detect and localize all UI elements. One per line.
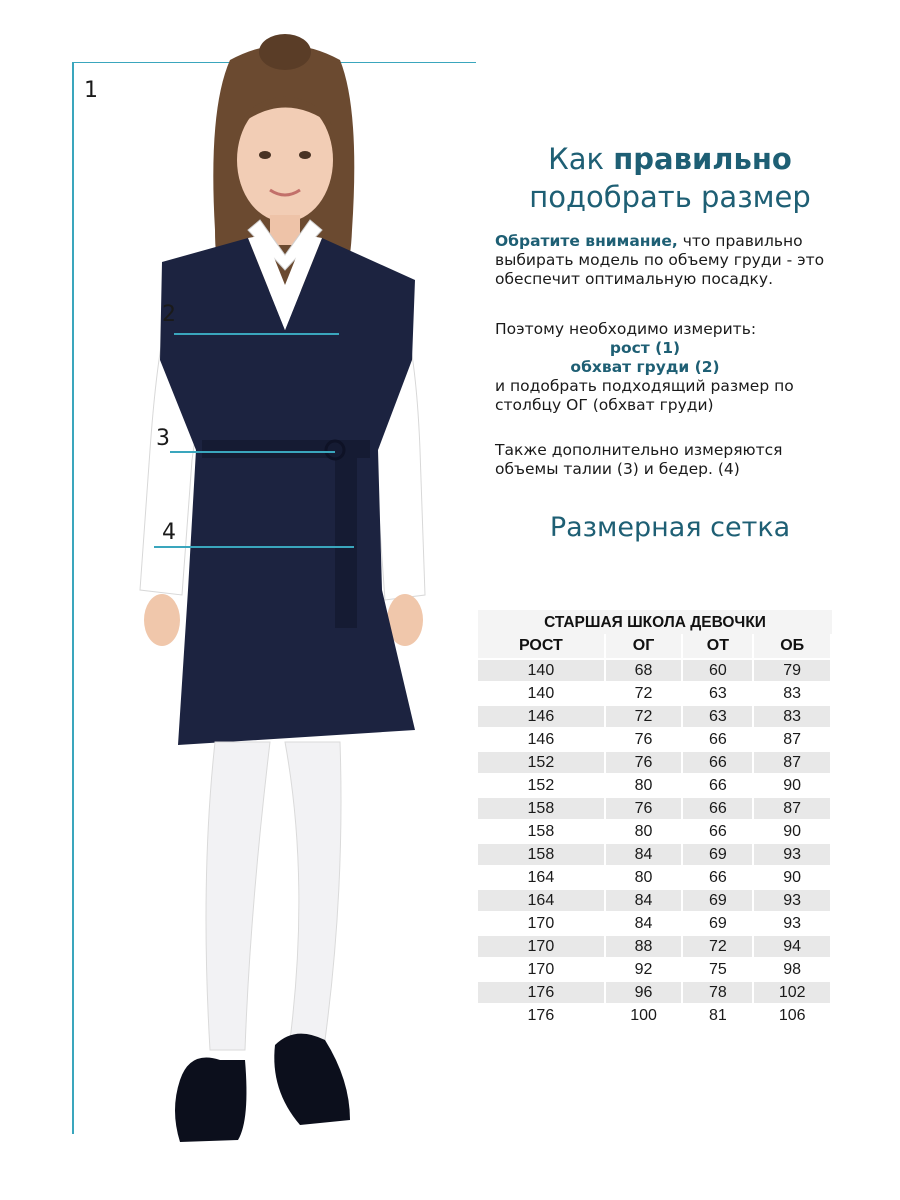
- cell-waist: 66: [682, 774, 753, 797]
- table-row: [478, 912, 831, 935]
- cell-hips: 106: [753, 1004, 831, 1026]
- cell-waist: 69: [682, 843, 753, 866]
- cell-hips: 90: [753, 820, 831, 843]
- cell-chest: 76: [605, 728, 683, 751]
- size-table-caption: СТАРШАЯ ШКОЛА ДЕВОЧКИ: [478, 610, 832, 634]
- cell-height: 140: [478, 659, 605, 682]
- cell-hips: 87: [753, 797, 831, 820]
- table-row: [478, 866, 831, 889]
- cell-height: 164: [478, 889, 605, 912]
- table-row: [478, 659, 831, 682]
- marker-4-hips: 4: [162, 520, 176, 545]
- cell-waist: 63: [682, 705, 753, 728]
- cell-waist: 78: [682, 981, 753, 1004]
- cell-height: 158: [478, 843, 605, 866]
- chest-measure-line: [174, 333, 339, 335]
- table-row: [478, 958, 831, 981]
- cell-hips: 79: [753, 659, 831, 682]
- cell-waist: 69: [682, 912, 753, 935]
- table-row: [478, 797, 831, 820]
- cell-height: 170: [478, 912, 605, 935]
- cell-height: 140: [478, 682, 605, 705]
- cell-hips: 87: [753, 728, 831, 751]
- cell-chest: 72: [605, 705, 683, 728]
- cell-waist: 66: [682, 797, 753, 820]
- heading-line1-plain: Как: [548, 142, 614, 176]
- cell-height: 158: [478, 820, 605, 843]
- cell-hips: 98: [753, 958, 831, 981]
- table-row: [478, 935, 831, 958]
- cell-chest: 84: [605, 889, 683, 912]
- measure-lead: Поэтому необходимо измерить:: [495, 320, 757, 338]
- cell-height: 176: [478, 981, 605, 1004]
- table-row: [478, 751, 831, 774]
- cell-chest: 76: [605, 797, 683, 820]
- cell-waist: 75: [682, 958, 753, 981]
- waist-measure-line: [170, 451, 335, 453]
- header-chest: ОГ: [605, 634, 683, 659]
- cell-height: 152: [478, 774, 605, 797]
- header-hips: ОБ: [753, 634, 831, 659]
- header-waist: ОТ: [682, 634, 753, 659]
- size-table-body: [478, 659, 831, 1026]
- table-row: [478, 820, 831, 843]
- cell-chest: 88: [605, 935, 683, 958]
- cell-hips: 93: [753, 889, 831, 912]
- cell-waist: 66: [682, 866, 753, 889]
- cell-chest: 96: [605, 981, 683, 1004]
- cell-chest: 80: [605, 866, 683, 889]
- heading-line1-bold: правильно: [613, 142, 792, 176]
- cell-waist: 81: [682, 1004, 753, 1026]
- heading-line2: подобрать размер: [529, 180, 811, 214]
- height-guide-line: [72, 62, 74, 1134]
- table-row: [478, 843, 831, 866]
- cell-waist: 66: [682, 751, 753, 774]
- cell-waist: 66: [682, 728, 753, 751]
- cell-chest: 68: [605, 659, 683, 682]
- cell-hips: 94: [753, 935, 831, 958]
- intro-text: что правильно выбирать модель по объему груди - это обеспечит оптимальную посадку.: [495, 232, 825, 288]
- intro-highlight: Обратите внимание,: [495, 232, 678, 250]
- cell-waist: 63: [682, 682, 753, 705]
- cell-chest: 72: [605, 682, 683, 705]
- girl-in-school-dress-image: [120, 30, 450, 1160]
- cell-waist: 72: [682, 935, 753, 958]
- hips-measure-line: [154, 546, 354, 548]
- marker-1-height: 1: [84, 78, 98, 103]
- cell-height: 170: [478, 958, 605, 981]
- cell-chest: 92: [605, 958, 683, 981]
- cell-waist: 69: [682, 889, 753, 912]
- size-grid-title: Размерная сетка: [549, 512, 791, 543]
- cell-chest: 100: [605, 1004, 683, 1026]
- cell-chest: 84: [605, 912, 683, 935]
- marker-2-chest: 2: [162, 302, 176, 327]
- cell-hips: 83: [753, 705, 831, 728]
- table-row: [478, 981, 831, 1004]
- cell-hips: 93: [753, 912, 831, 935]
- cell-hips: 90: [753, 774, 831, 797]
- cell-height: 152: [478, 751, 605, 774]
- table-row: [478, 889, 831, 912]
- table-row: [478, 728, 831, 751]
- cell-height: 164: [478, 866, 605, 889]
- marker-3-waist: 3: [156, 426, 170, 451]
- measure-item-chest: обхват груди (2): [570, 358, 720, 376]
- header-height: РОСТ: [478, 634, 605, 659]
- cell-hips: 102: [753, 981, 831, 1004]
- extra-paragraph: Также дополнительно измеряются объемы талии (3) и бедер. (4): [495, 441, 783, 478]
- size-table: [478, 610, 832, 1026]
- cell-chest: 76: [605, 751, 683, 774]
- cell-waist: 66: [682, 820, 753, 843]
- cell-hips: 83: [753, 682, 831, 705]
- cell-chest: 84: [605, 843, 683, 866]
- table-row: [478, 774, 831, 797]
- cell-height: 146: [478, 705, 605, 728]
- cell-chest: 80: [605, 774, 683, 797]
- table-row: [478, 682, 831, 705]
- cell-height: 146: [478, 728, 605, 751]
- cell-hips: 90: [753, 866, 831, 889]
- cell-hips: 87: [753, 751, 831, 774]
- cell-hips: 93: [753, 843, 831, 866]
- table-row: [478, 1004, 831, 1026]
- cell-waist: 60: [682, 659, 753, 682]
- measure-item-height: рост (1): [609, 339, 681, 357]
- page-heading: [470, 140, 870, 216]
- intro-paragraph: [495, 232, 835, 289]
- cell-height: 158: [478, 797, 605, 820]
- table-row: [478, 705, 831, 728]
- cell-height: 176: [478, 1004, 605, 1026]
- cell-height: 170: [478, 935, 605, 958]
- measure-paragraph: [495, 320, 835, 415]
- measure-tail: и подобрать подходящий размер по столбцу ОГ (обхват груди): [495, 377, 794, 414]
- size-table-header-row: [478, 634, 831, 659]
- cell-chest: 80: [605, 820, 683, 843]
